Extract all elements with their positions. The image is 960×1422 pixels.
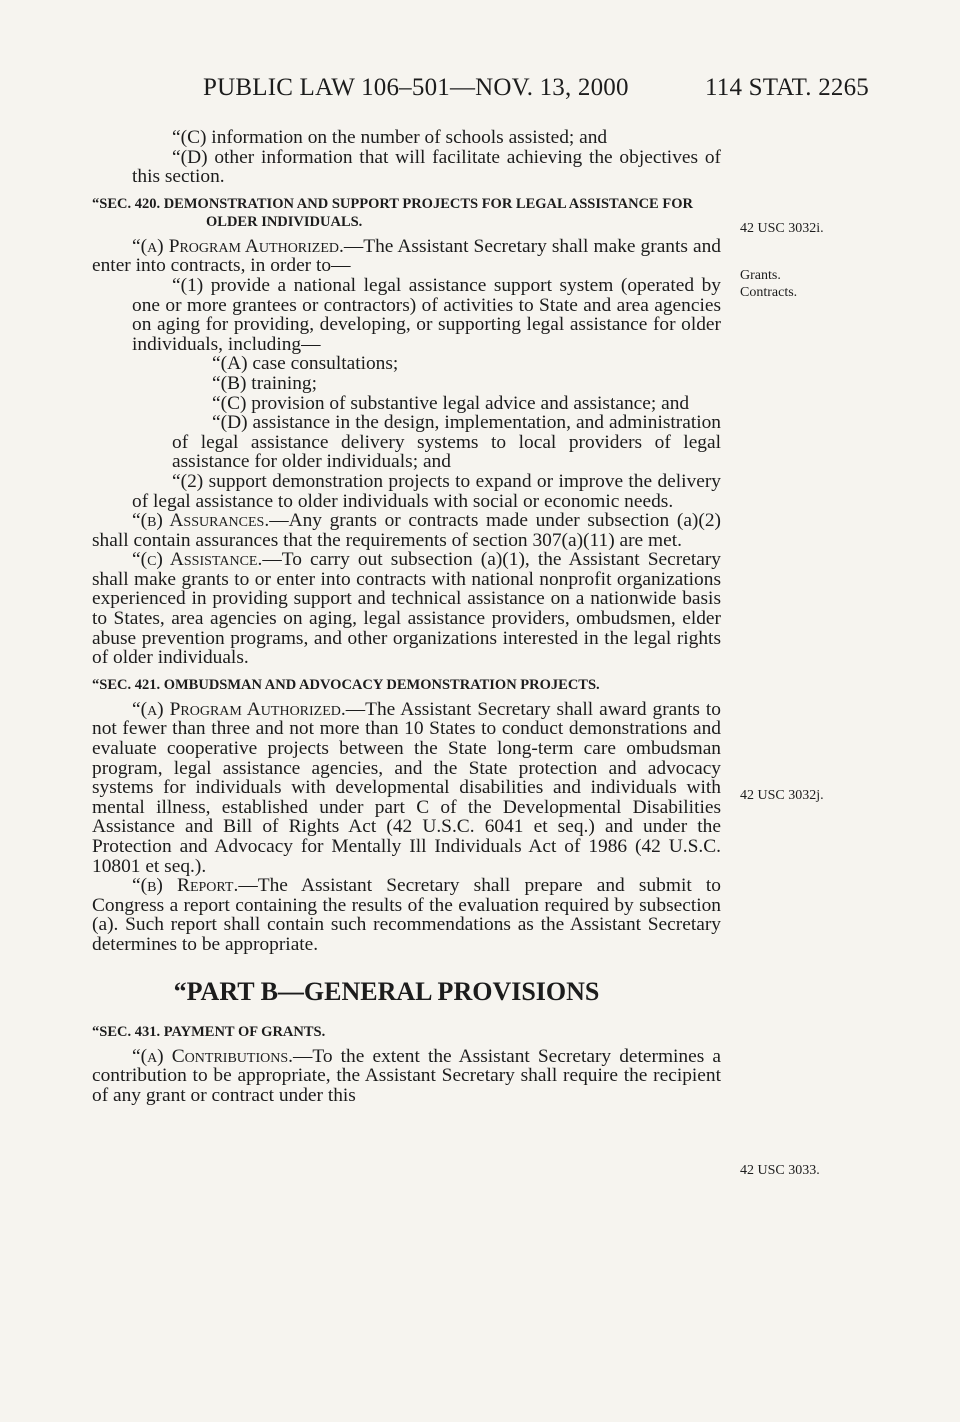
paragraph: “(C) information on the number of schools assisted; and	[172, 127, 608, 148]
margin-note-usc: 42 USC 3032j.	[740, 788, 824, 803]
subsection-heading: “(a) Program Authorized.	[132, 698, 346, 720]
subsection-heading: “(c) Assistance.	[132, 549, 263, 571]
paragraph	[92, 550, 721, 668]
margin-note-grants: Grants.	[740, 268, 781, 283]
paragraph	[92, 237, 721, 276]
subsection-heading: “(b) Report.	[132, 875, 239, 897]
paragraph	[92, 1047, 721, 1106]
margin-note-usc: 42 USC 3033.	[740, 1163, 820, 1178]
subsection-heading: “(a) Contributions.	[132, 1045, 293, 1067]
paragraph: “(D) assistance in the design, implementation, and administration of legal assistance delivery systems to local providers of legal assistance for older individuals; and	[172, 412, 721, 473]
section-heading-421: “SEC. 421. OMBUDSMAN AND ADVOCACY DEMONSTRATION PROJECTS.	[92, 676, 600, 693]
paragraph: “(C) provision of substantive legal advice and assistance; and	[212, 392, 690, 414]
paragraph-text: —Any grants or contracts made under subsection (a)(2) shall contain assurances that the requirements of section 307(a)(11) are met.	[92, 510, 721, 551]
paragraph: “(1) provide a national legal assistance support system (operated by one or more grantees or contractors) of activities to State and area agencies on aging for providing, developing, or supporting legal assistance for older individuals, including—	[132, 274, 721, 355]
section-heading-420: “SEC. 420. DEMONSTRATION AND SUPPORT PROJECTS FOR LEGAL ASSISTANCE FOR OLDER INDIVIDUALS.	[92, 195, 693, 230]
subsection-heading: “(a) Program Authorized.	[132, 235, 344, 257]
paragraph	[92, 511, 721, 550]
header-stat-page: 114 STAT. 2265	[705, 74, 869, 101]
paragraph: “(A) case consultations;	[212, 353, 399, 375]
margin-note-usc: 42 USC 3032i.	[740, 221, 824, 236]
paragraph: “(2) support demonstration projects to expand or improve the delivery of legal assistance to older individuals with social or economic needs.	[132, 470, 721, 512]
margin-note-contracts: Contracts.	[740, 285, 798, 300]
paragraph-text: —The Assistant Secretary shall award grants to not fewer than three and not more than 10 States to conduct demonstrations and evaluate cooperative projects between the State long-term care ombudsman program, legal assistance agencies, and the State protection and advocacy systems for individuals with developmental disabilities and individuals with mental illness, established under part C of the Developmental Disabilities Assistance and Bill of Rights Act (42 U.S.C. 6041 et seq.) and under the Protection and Advocacy for Mentally Ill Individuals Act of 1986 (42 U.S.C. 10801 et seq.).	[92, 698, 721, 877]
header-law-citation: PUBLIC LAW 106–501—NOV. 13, 2000	[203, 74, 629, 101]
paragraph-text: —To carry out subsection (a)(1), the Assistant Secretary shall make grants to or enter into contracts with national nonprofit organizations experienced in providing support and technical assistance on a nationwide basis to States, area agencies on aging, legal assistance providers, ombudsmen, elder abuse prevention programs, and other organizations interested in the legal rights of older individuals.	[92, 549, 721, 669]
paragraph-text: —The Assistant Secretary shall prepare and submit to Congress a report containing the results of the evaluation required by subsection (a). Such report shall contain such recommendations as the Assistant Secretary determines to be appropriate.	[92, 875, 721, 955]
document-body	[92, 128, 721, 1105]
section-heading-431: “SEC. 431. PAYMENT OF GRANTS.	[92, 1023, 326, 1040]
paragraph	[92, 876, 721, 954]
paragraph: “(D) other information that will facilitate achieving the objectives of this section.	[132, 146, 721, 188]
paragraph-text: —To the extent the Assistant Secretary determines a contribution to be appropriate, the Assistant Secretary shall require the recipient of any grant or contract under this	[92, 1045, 721, 1106]
subsection-heading: “(b) Assurances.	[132, 510, 270, 532]
part-heading: “PART B—GENERAL PROVISIONS	[173, 976, 600, 1006]
paragraph: “(B) training;	[212, 372, 318, 394]
paragraph-text: —The Assistant Secretary shall make grants and enter into contracts, in order to—	[92, 235, 721, 277]
paragraph	[92, 700, 721, 876]
